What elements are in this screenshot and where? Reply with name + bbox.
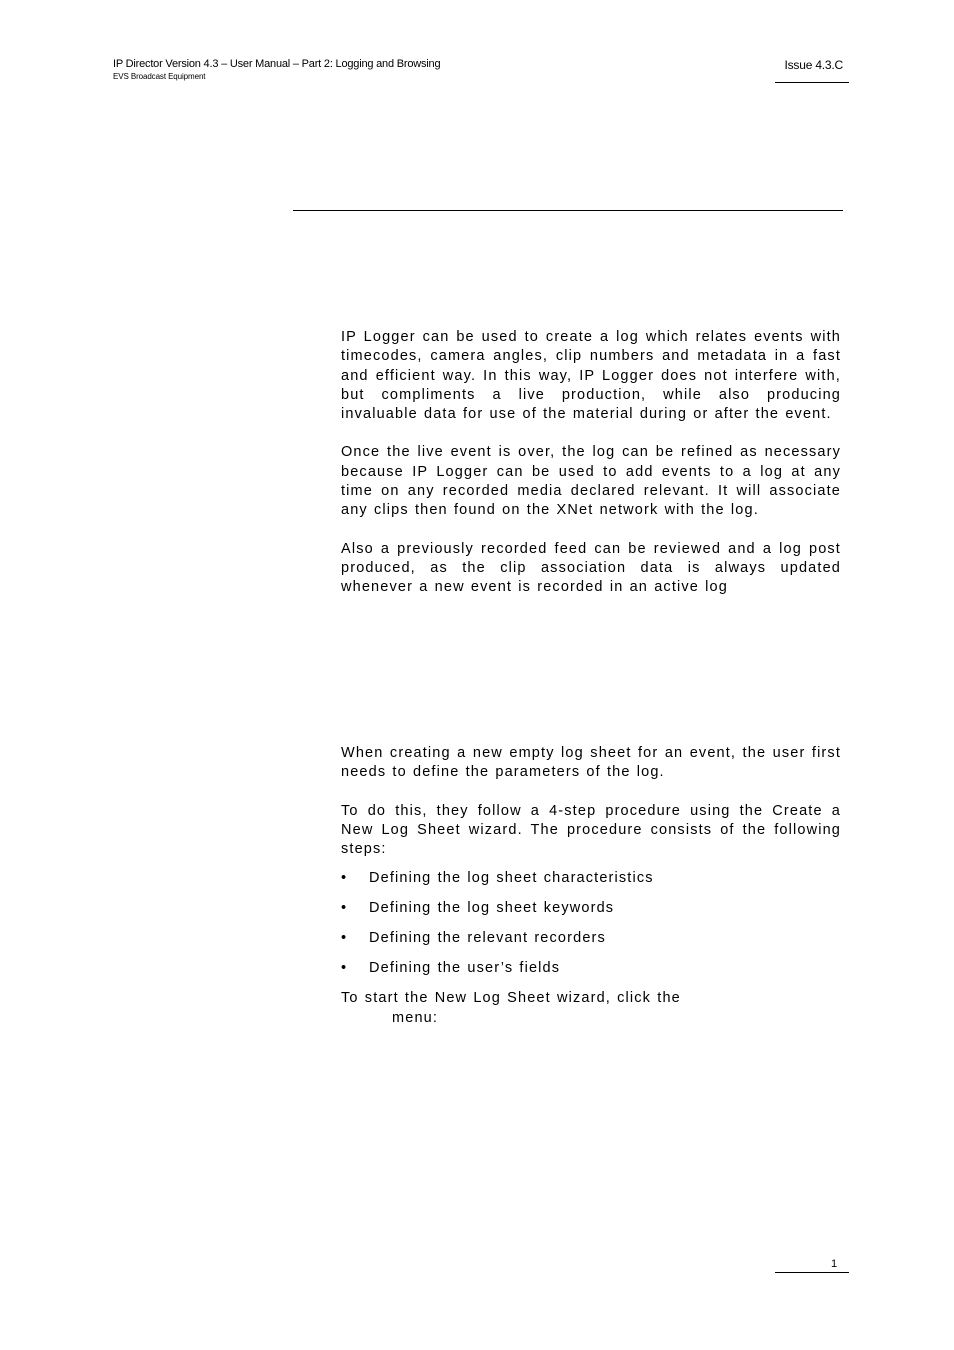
wizard-steps-list	[341, 869, 841, 989]
creation-paragraph-1: When creating a new empty log sheet for an event, the user first needs to define the parameters of the log.	[341, 745, 841, 781]
instruction-line-1: To start the New Log Sheet wizard, click the	[341, 990, 681, 1007]
list-item	[341, 959, 841, 989]
intro-paragraph-3: Also a previously recorded feed can be reviewed and a log post produced, as the clip association data is always updated whenever a new event is recorded in an active log	[341, 540, 841, 596]
bullet-icon: •	[341, 960, 348, 977]
company-name: EVS Broadcast Equipment	[113, 72, 206, 81]
log-sheet-creation-section	[341, 744, 841, 1028]
instruction-line-2: menu:	[392, 1009, 439, 1026]
list-item	[341, 869, 841, 899]
wizard-start-instruction	[341, 989, 711, 1028]
list-item	[341, 899, 841, 929]
step-label: Defining the user’s fields	[369, 960, 561, 977]
intro-paragraph-2: Once the live event is over, the log can be refined as necessary because IP Logger can be used to add events to a log at any time on any recorded media declared relevant. It will associate any clips then found on the XNet network with the log.	[341, 444, 841, 519]
intro-paragraph-1: IP Logger can be used to create a log which relates events with timecodes, camera angles, clip numbers and metadata in a fast and efficient way. In this way, IP Logger does not interfere with, but compliments a live production, while also producing invaluable data for use of the material during or after the event.	[341, 329, 841, 423]
step-label: Defining the relevant recorders	[369, 930, 606, 947]
intro-section	[341, 328, 841, 598]
document-title: IP Director Version 4.3 – User Manual – Part 2: Logging and Browsing	[113, 58, 441, 70]
page-header	[113, 57, 440, 82]
section-divider	[293, 210, 843, 211]
header-divider	[775, 82, 849, 83]
issue-number: Issue 4.3.C	[784, 58, 843, 72]
bullet-icon: •	[341, 930, 348, 947]
page-number: 1	[831, 1258, 838, 1270]
list-item	[341, 929, 841, 959]
footer-divider	[775, 1272, 849, 1273]
step-label: Defining the log sheet characteristics	[369, 870, 654, 887]
bullet-icon: •	[341, 870, 348, 887]
bullet-icon: •	[341, 900, 348, 917]
creation-paragraph-2: To do this, they follow a 4-step procedure using the Create a New Log Sheet wizard. The procedure consists of the following steps:	[341, 802, 841, 858]
step-label: Defining the log sheet keywords	[369, 900, 615, 917]
